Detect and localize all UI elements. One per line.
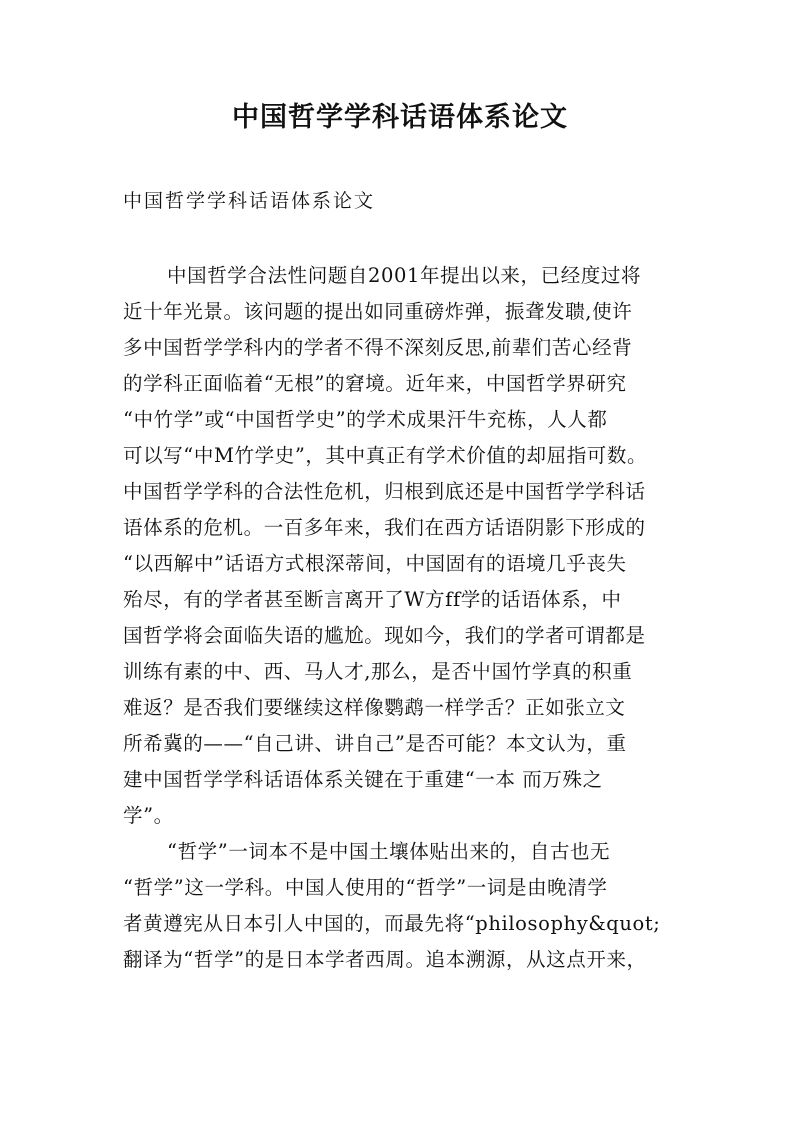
text-line: 殆尽，有的学者甚至断言离开了W方ff学的话语体系，中 <box>123 588 622 611</box>
text-line: 的学科正面临着“无根”的窘境。近年来，中国哲学界研究 <box>123 372 627 395</box>
text-line: 者黄遵宪从日本引人中国的，而最先将“philosophy&quot; <box>123 912 661 935</box>
text-line: 国哲学将会面临失语的尴尬。现如今，我们的学者可谓都是 <box>123 624 646 647</box>
text-line: 中国哲学合法性问题自2001年提出以来，已经度过将 <box>167 264 642 287</box>
text-line: 训练有素的中、西、马人才,那么，是否屮国竹学真的积重 <box>123 660 633 683</box>
document-body <box>123 258 693 978</box>
text-line: 所希冀的——“自己讲、讲自己”是否可能？本文认为，重 <box>123 732 627 755</box>
text-line: 难返？是否我们要继续这样像鹦鹉一样学舌？正如张立文 <box>123 696 626 719</box>
text-line: 多中国哲学学科内的学者不得不深刻反思,前辈们苦心经背 <box>123 336 633 359</box>
text-line: 中国哲学学科的合法性危机，归根到底还是中国哲学学科话 <box>123 480 646 503</box>
document-title: 中国哲学学科话语体系论文 <box>232 102 568 133</box>
text-line: 语体系的危机。一百多年来，我们在西方话语阴影下形成的 <box>123 516 646 539</box>
paragraph-1 <box>123 258 693 834</box>
text-line: “中竹学”或“中国哲学史”的学术成果汗牛充栋，人人都 <box>123 408 608 431</box>
text-line: “以西解中”话语方式根深蒂间，中国固有的语境几乎丧失 <box>123 552 627 575</box>
text-line: 学”。 <box>123 804 174 827</box>
text-line: 近十年光景。该问题的提出如同重磅炸弹，振聋发聩,使许 <box>123 300 633 323</box>
paragraph-2 <box>123 834 693 978</box>
text-line: “哲学”一词本不是中国土壤体贴出来的，自古也无 <box>167 840 611 863</box>
text-line: “哲学”这一学科。中国人使用的“哲学”一词是由晚清学 <box>123 876 608 899</box>
text-line: 翻译为“哲学”的是日本学者西周。追本溯源，从这点开来， <box>123 948 647 971</box>
text-line: 可以写“中M竹学史”，其中真正有学术价值的却屈指可数。 <box>123 444 648 467</box>
document-subtitle: 中国哲学学科话语体系论文 <box>123 190 376 212</box>
text-line: 建中国哲学学科话语体系关键在于重建“一本 而万殊之 <box>123 768 603 791</box>
